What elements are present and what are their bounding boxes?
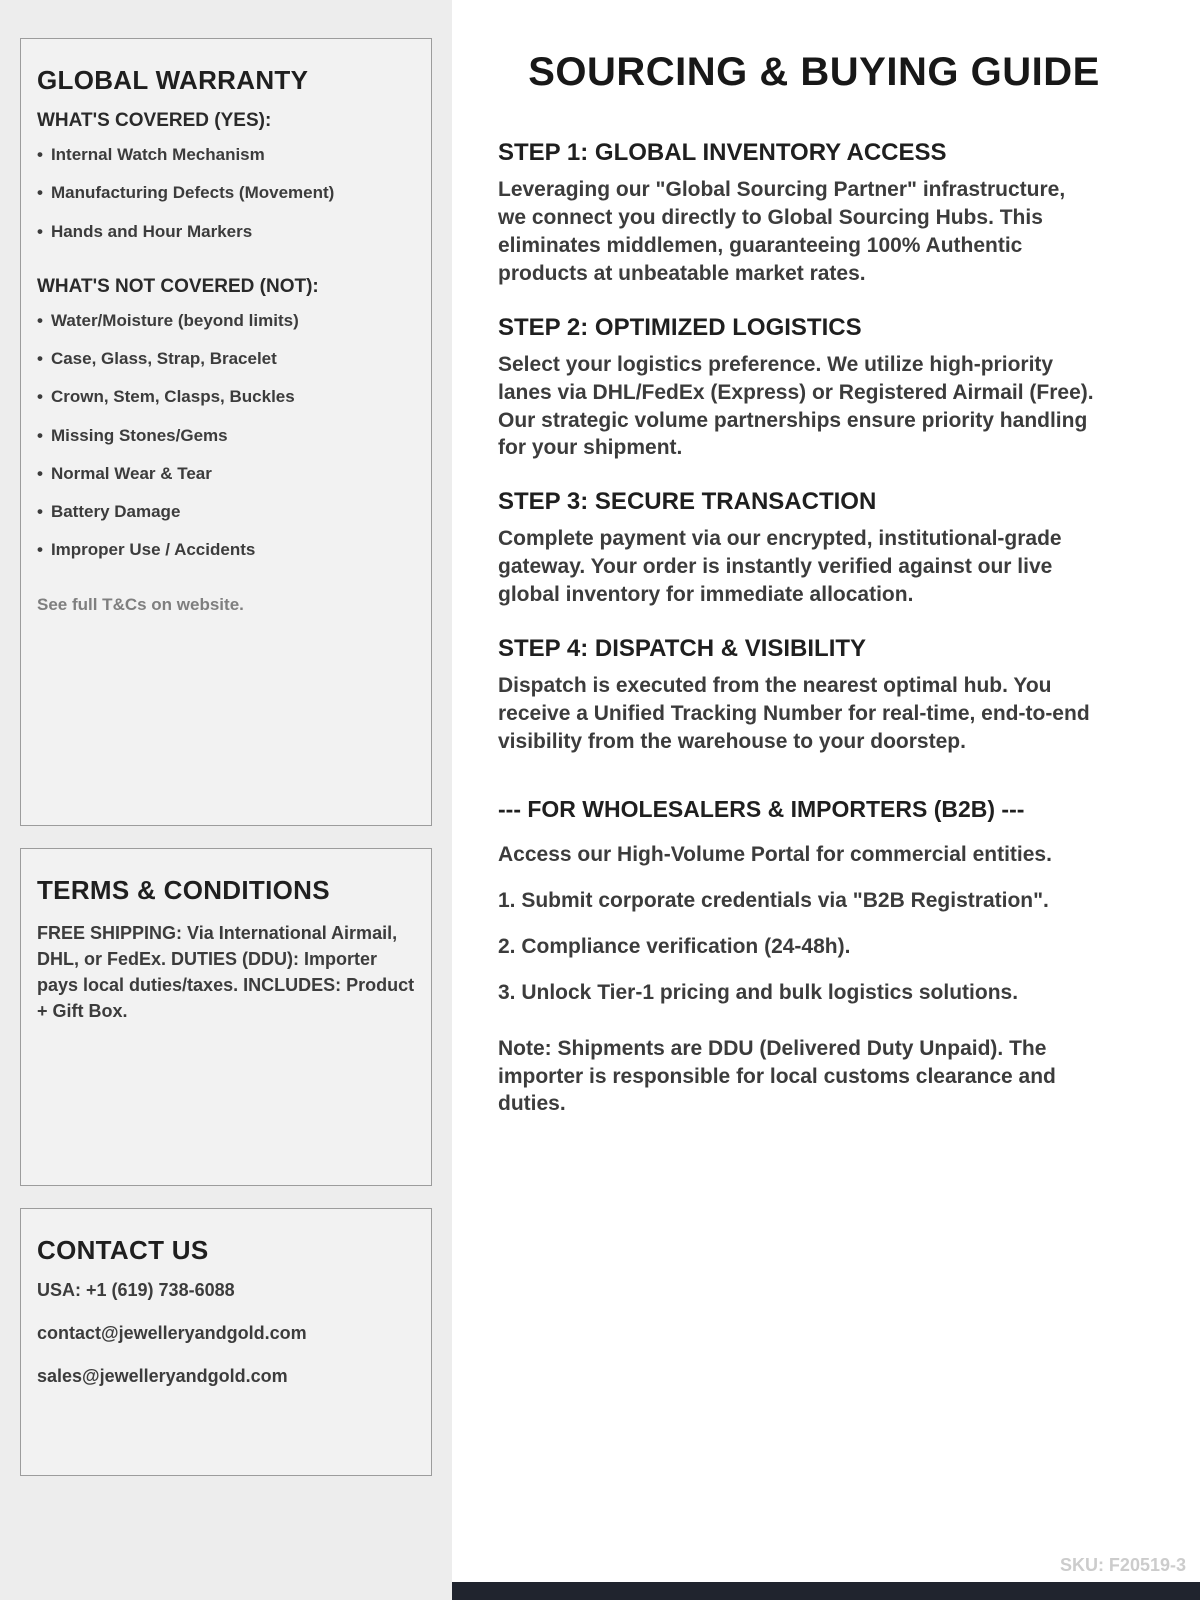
terms-panel [20, 848, 432, 1186]
step-3-body: Complete payment via our encrypted, institutional-grade gateway. Your order is instantly verified against our live global inventory for immediate allocation. [498, 527, 1062, 607]
sidebar [0, 0, 452, 1600]
list-item: • Water/Moisture (beyond limits) [37, 310, 415, 331]
list-item: • Battery Damage [37, 501, 415, 522]
list-item: • Internal Watch Mechanism [37, 144, 415, 165]
warranty-not-covered-list [37, 310, 415, 561]
footer [452, 1555, 1200, 1600]
b2b-section [498, 782, 1130, 1118]
b2b-item-2: 2. Compliance verification (24-48h). [498, 934, 851, 958]
list-item: • Normal Wear & Tear [37, 463, 415, 484]
list-item: • Manufacturing Defects (Movement) [37, 182, 415, 203]
list-item: • Missing Stones/Gems [37, 425, 415, 446]
list-item: • Hands and Hour Markers [37, 221, 415, 242]
main-content [452, 0, 1200, 1600]
list-item: • Improper Use / Accidents [37, 539, 415, 560]
contact-email: contact@jewelleryandgold.com [37, 1323, 307, 1343]
contact-phone: USA: +1 (619) 738-6088 [37, 1280, 235, 1300]
ddu-note: Note: Shipments are DDU (Delivered Duty Unpaid). The importer is responsible for local customs clearance and duties. [498, 1036, 1056, 1116]
contact-panel [20, 1208, 432, 1476]
step-1 [498, 139, 1130, 288]
step-2 [498, 314, 1130, 463]
warranty-title: GLOBAL WARRANTY [37, 65, 309, 95]
step-4-body: Dispatch is executed from the nearest optimal hub. You receive a Unified Tracking Number for real-time, end-to-end visibility from the warehouse to your doorstep. [498, 674, 1090, 753]
step-3-heading: STEP 3: SECURE TRANSACTION [498, 488, 877, 516]
bottom-bar [452, 1582, 1200, 1600]
warranty-panel [20, 38, 432, 826]
page-title: SOURCING & BUYING GUIDE [528, 50, 1100, 94]
sku-label: SKU: F20519-3 [1059, 1555, 1186, 1575]
terms-title: TERMS & CONDITIONS [37, 875, 330, 905]
warranty-footnote: See full T&Cs on website. [37, 594, 244, 614]
step-1-heading: STEP 1: GLOBAL INVENTORY ACCESS [498, 139, 947, 166]
step-1-body: Leveraging our "Global Sourcing Partner" infrastructure, we connect you directly to Global Sourcing Hubs. This eliminates middlemen, guaranteeing 100% Authentic products at unbeatable market rates. [498, 178, 1066, 285]
step-4 [498, 635, 1130, 756]
b2b-item-3: 3. Unlock Tier-1 pricing and bulk logistics solutions. [498, 980, 1019, 1004]
list-item: • Case, Glass, Strap, Bracelet [37, 348, 415, 369]
step-2-body: Select your logistics preference. We utilize high-priority lanes via DHL/FedEx (Express) or Registered Airmail (Free). Our strategic volume partnerships ensure priority handling for your shipment. [498, 352, 1094, 460]
sales-email: sales@jewelleryandgold.com [37, 1366, 288, 1386]
step-2-heading: STEP 2: OPTIMIZED LOGISTICS [498, 313, 862, 341]
warranty-covered-list [37, 144, 415, 242]
terms-body: FREE SHIPPING: Via International Airmail, DHL, or FedEx. DUTIES (DDU): Importer pays local duties/taxes. INCLUDES: Product + Gift Box. [37, 923, 415, 1022]
list-item: • Crown, Stem, Clasps, Buckles [37, 386, 415, 407]
step-3 [498, 488, 1130, 609]
step-4-heading: STEP 4: DISPATCH & VISIBILITY [498, 635, 867, 663]
warranty-not-covered-heading: WHAT'S NOT COVERED (NOT): [37, 275, 319, 297]
contact-title: CONTACT US [37, 1235, 209, 1265]
warranty-covered-heading: WHAT'S COVERED (YES): [37, 110, 272, 131]
b2b-intro: Access our High-Volume Portal for commercial entities. [498, 842, 1052, 866]
b2b-heading: --- FOR WHOLESALERS & IMPORTERS (B2B) --- [498, 795, 1025, 822]
b2b-item-1: 1. Submit corporate credentials via "B2B Registration". [498, 888, 1049, 912]
